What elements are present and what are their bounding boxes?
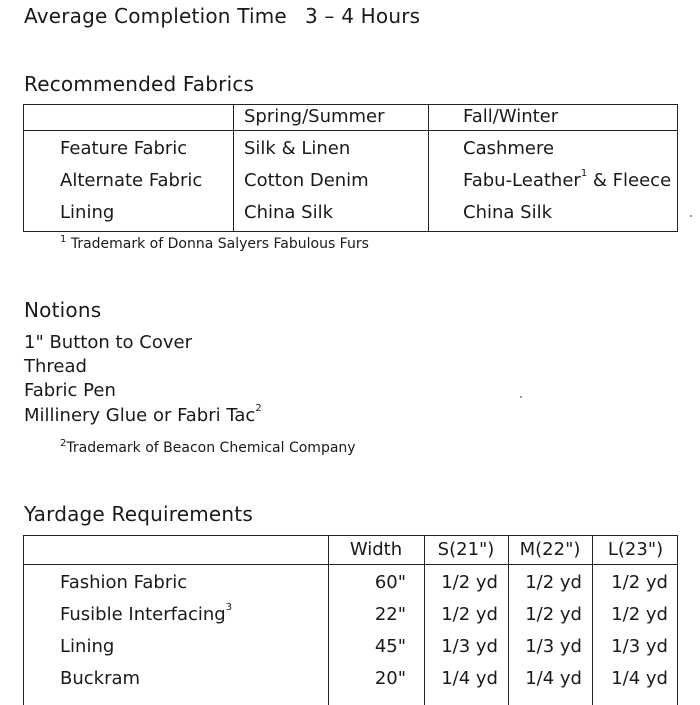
yardage-title: Yardage Requirements [24, 502, 253, 526]
fabric-row-spring: China Silk [244, 202, 333, 223]
yardage-row-name: Fusible Interfacing$^3$ [60, 602, 233, 625]
scan-speck [520, 396, 522, 398]
fabric-row-spring: Cotton Denim [244, 170, 369, 191]
yardage-row-m: 1/3 yd [525, 636, 582, 657]
fabrics-table [23, 104, 678, 232]
fabric-row-name: Alternate Fabric [60, 170, 203, 191]
fabrics-title: Recommended Fabrics [24, 72, 255, 96]
fabrics-col-divider [233, 105, 234, 231]
fabrics-header-divider [24, 130, 677, 131]
yardage-row-s: 1/2 yd [441, 572, 498, 593]
notions-title: Notions [24, 298, 102, 322]
list-item: 1" Button to Cover [24, 332, 192, 353]
fabric-row-fall: Cashmere [463, 138, 555, 159]
yardage-row-name: Fashion Fabric [60, 572, 188, 593]
yardage-row-l: 1/3 yd [611, 636, 668, 657]
fabric-row-spring: Silk & Linen [244, 138, 351, 159]
yardage-row-s: 1/3 yd [441, 636, 498, 657]
yardage-row-s: 1/2 yd [441, 604, 498, 625]
list-item: Fabric Pen [24, 380, 116, 401]
yardage-row-l: 1/4 yd [611, 668, 668, 689]
yardage-row-m: 1/2 yd [525, 604, 582, 625]
yardage-table [23, 535, 678, 705]
yardage-row-name: Lining [60, 636, 115, 657]
fabric-row-fall: China Silk [463, 202, 552, 223]
notions-footnote: $^2$Trademark of Beacon Chemical Company [60, 438, 356, 456]
yardage-row-l: 1/2 yd [611, 604, 668, 625]
fabrics-header-fall: Fall/Winter [463, 106, 559, 127]
fabric-row-fall: Fabu-Leather$^1$ & Fleece [463, 168, 672, 191]
yardage-header-width: Width [349, 539, 403, 560]
yardage-row-width: 20" [374, 668, 406, 689]
yardage-row-m: 1/2 yd [525, 572, 582, 593]
completion-value: 3 – 4 Hours [304, 4, 421, 28]
completion-time [24, 4, 420, 28]
yardage-row-width: 45" [374, 636, 406, 657]
yardage-row-m: 1/4 yd [525, 668, 582, 689]
yardage-row-width: 60" [374, 572, 406, 593]
scan-speck [690, 215, 692, 217]
fabric-row-name: Feature Fabric [60, 138, 188, 159]
fabrics-footnote: $^1$ Trademark of Donna Salyers Fabulous Furs [60, 234, 369, 252]
completion-label: Average Completion Time [24, 4, 287, 28]
yardage-row-width: 22" [374, 604, 406, 625]
yardage-header-m: M(22") [519, 539, 581, 560]
yardage-header-s: S(21") [437, 539, 495, 560]
fabric-row-name: Lining [60, 202, 115, 223]
yardage-row-name: Buckram [60, 668, 141, 689]
yardage-header-l: L(23") [607, 539, 664, 560]
yardage-header-divider [24, 564, 677, 565]
list-item: Millinery Glue or Fabri Tac$^2$ [24, 403, 262, 426]
fabrics-col-divider [428, 105, 429, 231]
list-item: Thread [24, 356, 87, 377]
yardage-row-l: 1/2 yd [611, 572, 668, 593]
yardage-row-s: 1/4 yd [441, 668, 498, 689]
fabrics-header-spring: Spring/Summer [244, 106, 385, 127]
